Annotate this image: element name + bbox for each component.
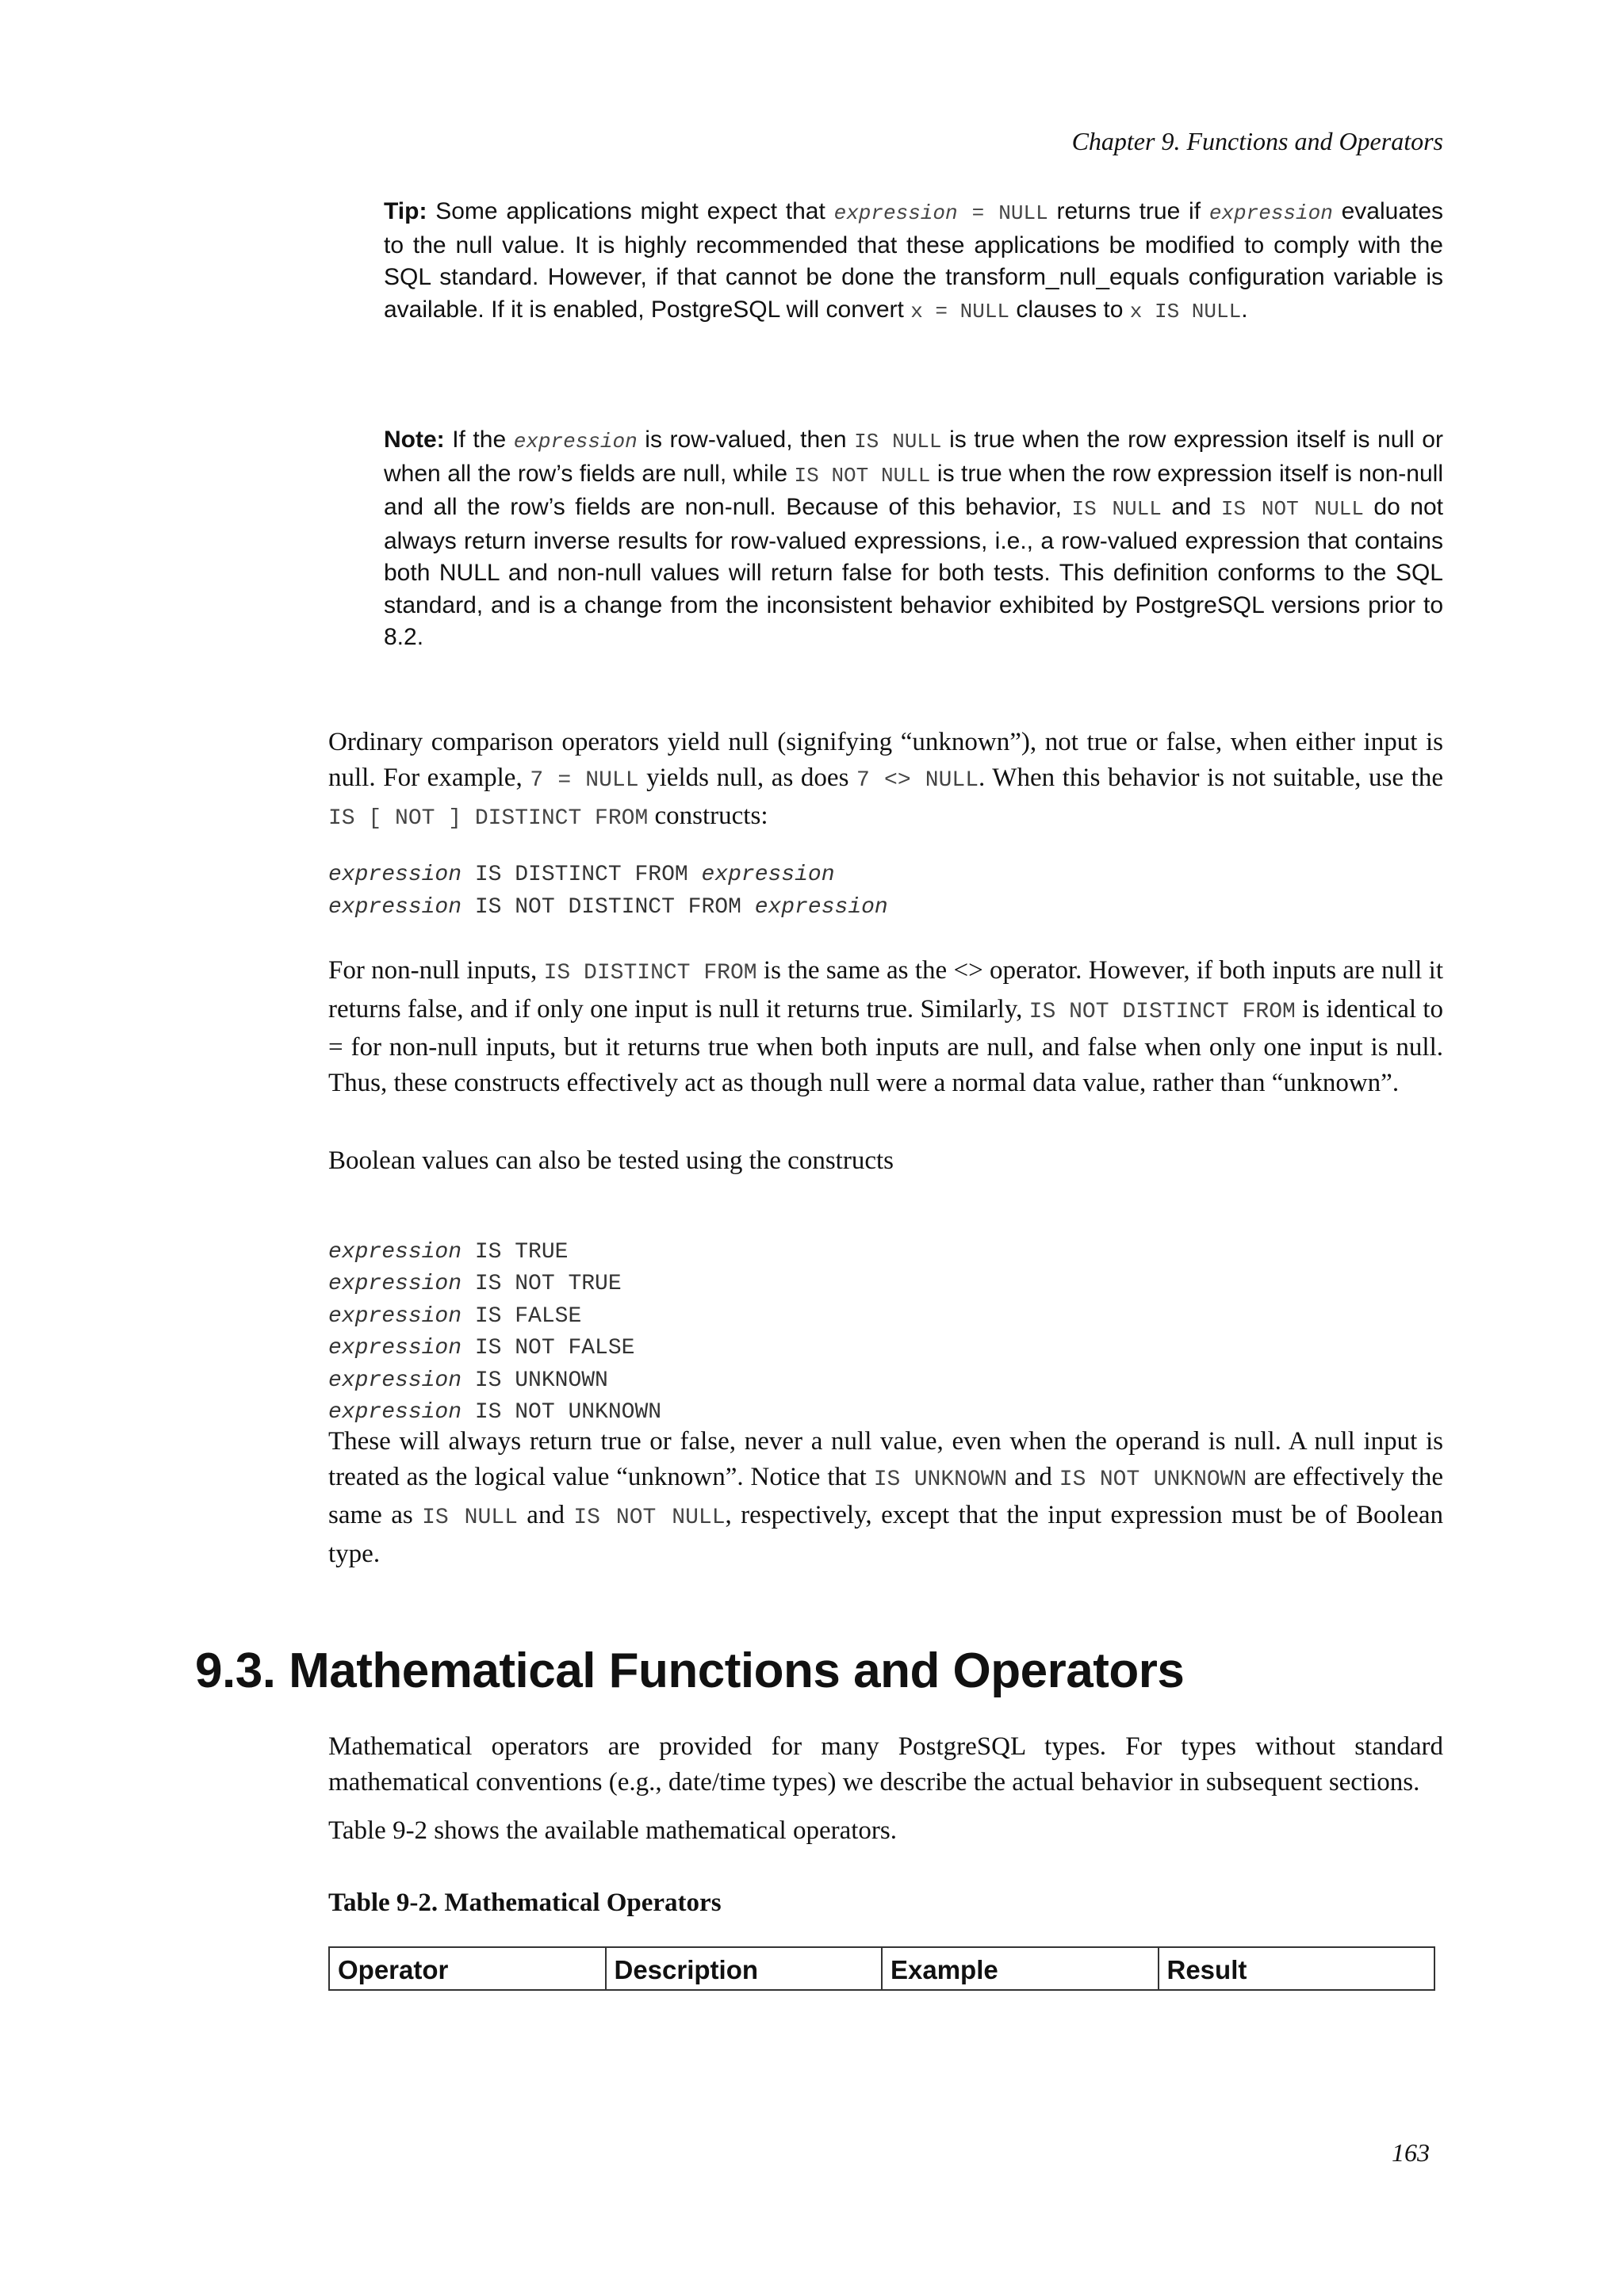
tip-text: clauses to xyxy=(1009,296,1130,323)
paragraph-comparison xyxy=(328,725,1443,837)
code-is-not-unknown: IS NOT UNKNOWN xyxy=(1059,1467,1247,1492)
code-line xyxy=(328,1269,661,1301)
code-var: expression xyxy=(754,894,888,920)
note-box xyxy=(384,424,1443,654)
code-is-distinct-from: IS DISTINCT FROM xyxy=(543,961,757,985)
paragraph-text: constructs: xyxy=(648,802,768,830)
paragraph-non-null-inputs xyxy=(328,953,1443,1100)
code-line xyxy=(328,1365,661,1398)
code-keyword: IS NOT TRUE xyxy=(462,1272,622,1296)
code-keyword: IS NOT UNKNOWN xyxy=(462,1400,662,1425)
paragraph-text: and xyxy=(517,1501,574,1529)
math-operators-table xyxy=(328,1946,1435,1991)
paragraph-text: These will always return true or false, never a null value, even when the operand is null. A null input is treated as the logical value “unknown”. Notice that xyxy=(328,1427,1443,1491)
tip-text: Some applications might expect that xyxy=(427,198,834,224)
note-text: is true when the row expression itself is non-null and all the row’s fields are non-null. Because of this behavior, xyxy=(384,460,1443,520)
code-keyword: IS TRUE xyxy=(462,1239,569,1265)
paragraph-boolean-constructs: Boolean values can also be tested using the constructs xyxy=(328,1146,894,1175)
code-keyword: IS FALSE xyxy=(462,1303,582,1329)
paragraph-always-return xyxy=(328,1424,1443,1571)
paragraph-text: is the same as the <> operator. However, if both inputs are null it returns false, and if only one input is null it returns true. Similarly, xyxy=(328,956,1443,1024)
paragraph-text: yields null, as does xyxy=(638,763,857,792)
note-code-is-not-null: IS NOT NULL xyxy=(794,463,931,488)
column-header-description: Description xyxy=(606,1947,883,1990)
paragraph-text: Ordinary comparison operators yield null (signifying “unknown”), not true or false, when either input is null. For example, xyxy=(328,728,1443,792)
tip-code-x-is-null: x IS NULL xyxy=(1129,299,1242,323)
code-var: expression xyxy=(328,1239,462,1265)
code-keyword: IS NOT DISTINCT FROM xyxy=(462,894,755,920)
code-var: expression xyxy=(328,1336,462,1360)
paragraph-text: , respectively, except that the input expression must be of Boolean type. xyxy=(328,1501,1443,1568)
note-text: and xyxy=(1161,494,1221,520)
running-header: Chapter 9. Functions and Operators xyxy=(1071,127,1443,155)
code-line xyxy=(328,1301,661,1334)
code-7-ne-null: 7 <> NULL xyxy=(856,767,979,793)
tip-code-eq-null: = NULL xyxy=(957,201,1048,225)
note-label: Note: xyxy=(384,427,445,453)
tip-text: . xyxy=(1241,296,1248,323)
code-var: expression xyxy=(701,863,835,887)
paragraph-text: For non-null inputs, xyxy=(328,956,544,985)
code-keyword: IS UNKNOWN xyxy=(462,1368,608,1393)
code-is-distinct-from: IS [ NOT ] DISTINCT FROM xyxy=(328,806,649,831)
code-var: expression xyxy=(328,1272,462,1296)
note-text: is row-valued, then xyxy=(637,427,855,453)
tip-text: evaluates to the null value. It is highly recommended that these applications be modified to comply with the SQL standard. However, if that cannot be done the transform_null_equals configuration variable is available. If it is enabled, PostgreSQL will convert xyxy=(384,198,1444,323)
paragraph-text: is identical to = for non-null inputs, but it returns true when both inputs are null, and false when only one input is null. Thus, these constructs effectively act as though null were a normal data value, rather than “unknown”. xyxy=(328,994,1443,1097)
column-header-example: Example xyxy=(882,1947,1159,1990)
page-number: 163 xyxy=(1392,2138,1430,2167)
tip-code-expression-2: expression xyxy=(1208,201,1333,225)
code-is-unknown: IS UNKNOWN xyxy=(873,1467,1008,1492)
tip-text: returns true if xyxy=(1048,198,1209,224)
tip-box xyxy=(384,196,1443,327)
paragraph-text: and xyxy=(1007,1462,1059,1491)
code-var: expression xyxy=(328,1368,462,1393)
column-header-result: Result xyxy=(1159,1947,1435,1990)
code-block-distinct xyxy=(328,859,888,924)
code-var: expression xyxy=(328,1303,462,1329)
code-var: expression xyxy=(328,863,462,887)
paragraph-text: . When this behavior is not suitable, use the xyxy=(979,763,1443,792)
paragraph-math-intro: Mathematical operators are provided for many PostgreSQL types. For types without standard mathematical conventions (e.g., date/time types) we describe the actual behavior in subsequent sections. xyxy=(328,1732,1443,1797)
code-line xyxy=(328,1237,661,1269)
code-is-not-null: IS NOT NULL xyxy=(573,1506,726,1530)
code-line xyxy=(328,859,888,892)
paragraph-table-reference: Table 9-2 shows the available mathematical operators. xyxy=(328,1816,898,1845)
table-title: Table 9-2. Mathematical Operators xyxy=(328,1888,722,1917)
note-text: is true when the row expression itself is null or when all the row’s fields are null, while xyxy=(384,427,1443,487)
note-text: If the xyxy=(444,427,514,453)
code-var: expression xyxy=(328,894,462,920)
paragraph-text: are effectively the same as xyxy=(328,1462,1444,1529)
code-var: expression xyxy=(328,1400,462,1425)
note-code-expression: expression xyxy=(513,430,638,453)
code-block-boolean xyxy=(328,1204,661,1461)
section-title: 9.3. Mathematical Functions and Operators xyxy=(195,1644,1185,1698)
code-line xyxy=(328,892,888,924)
table-header-row xyxy=(329,1947,1434,1990)
tip-label: Tip: xyxy=(384,198,427,224)
code-keyword: IS DISTINCT FROM xyxy=(462,863,702,887)
note-code-is-not-null-2: IS NOT NULL xyxy=(1220,497,1364,521)
column-header-operator: Operator xyxy=(329,1947,606,1990)
code-is-not-distinct-from: IS NOT DISTINCT FROM xyxy=(1028,999,1296,1024)
tip-code-x-eq-null: x = NULL xyxy=(910,299,1010,323)
code-keyword: IS NOT FALSE xyxy=(462,1336,635,1360)
code-7-eq-null: 7 = NULL xyxy=(530,767,639,793)
note-code-is-null-2: IS NULL xyxy=(1071,497,1162,521)
note-code-is-null: IS NULL xyxy=(854,430,942,453)
code-line xyxy=(328,1333,661,1365)
note-text: do not always return inverse results for row-valued expressions, i.e., a row-valued expression that contains both NULL and non-null values will return false for both tests. This definition conforms to the SQL standard, and is a change from the inconsistent behavior exhibited by PostgreSQL versions prior to 8.2. xyxy=(384,494,1443,650)
code-is-null: IS NULL xyxy=(422,1506,518,1530)
tip-code-expression: expression xyxy=(833,201,958,225)
